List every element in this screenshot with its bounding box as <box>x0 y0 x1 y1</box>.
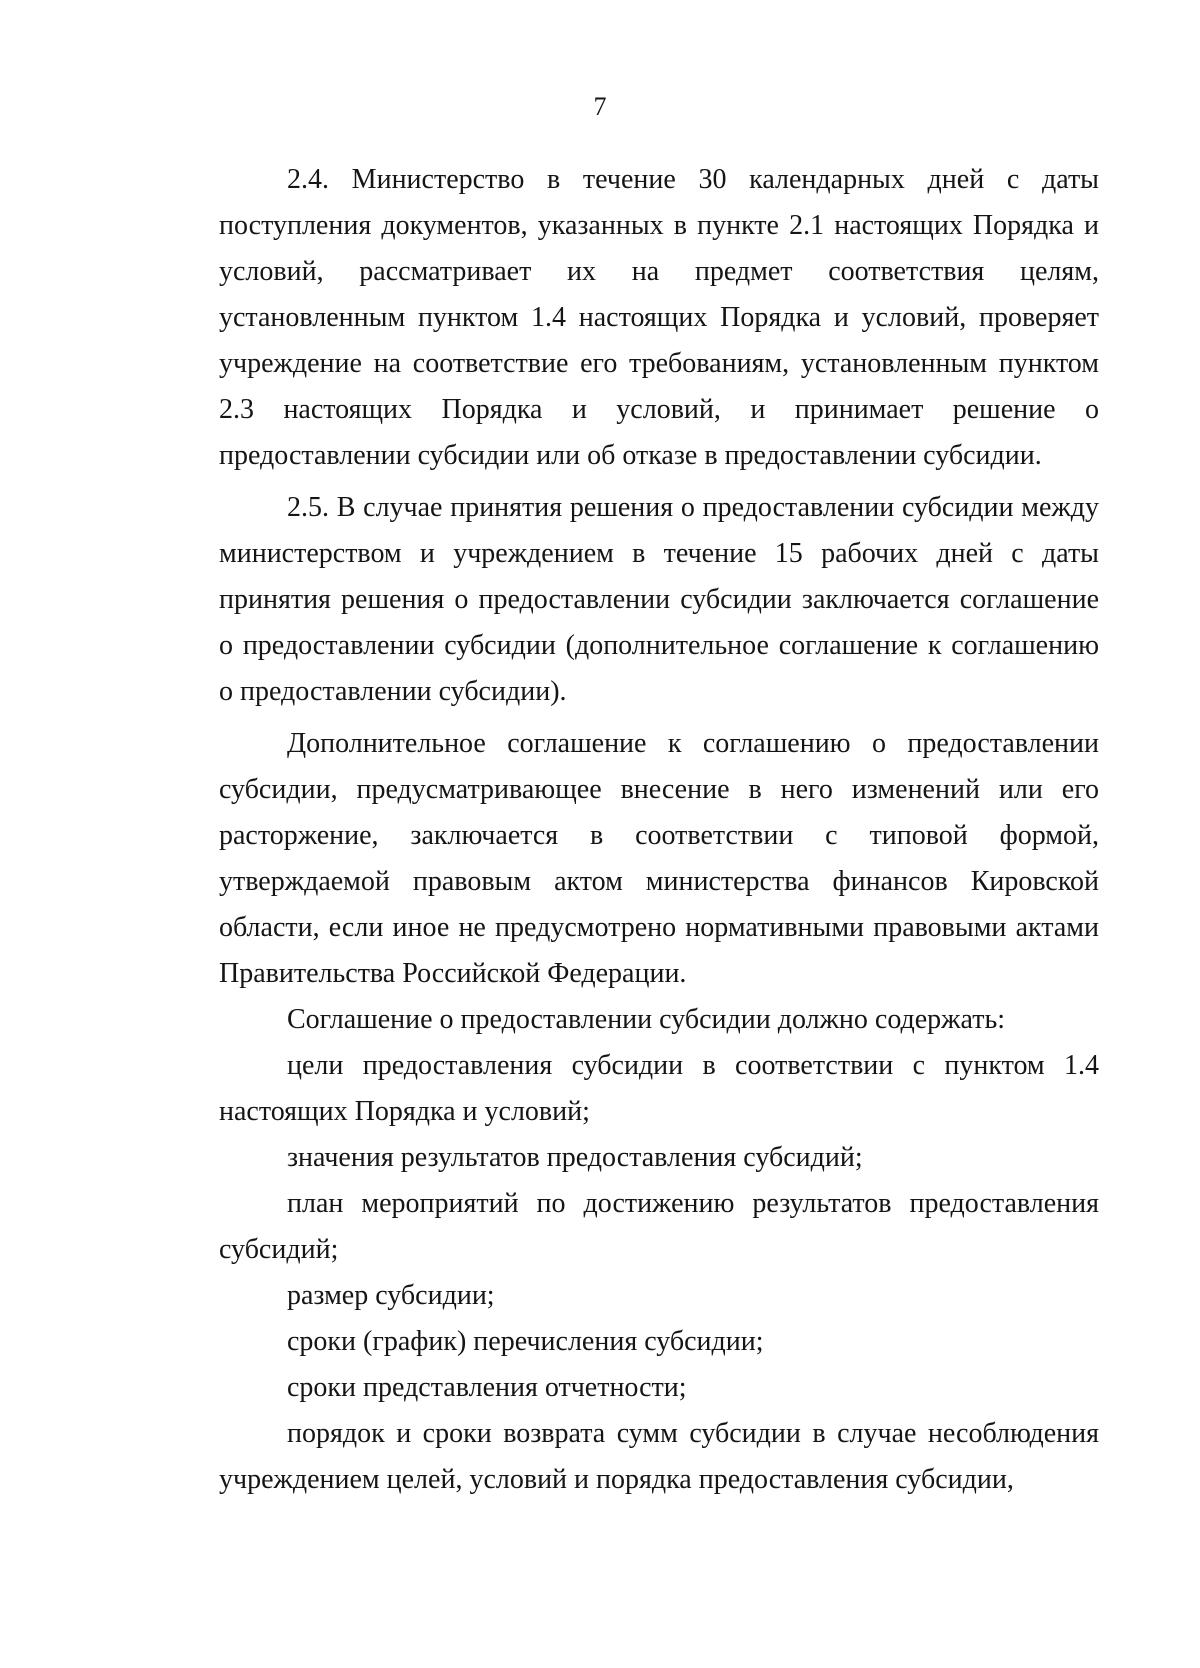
list-item-refund-procedure: порядок и сроки возврата сумм субсидии в случае несоблюдения учреждением целей, условий и порядка предоставления субсидии, <box>219 1418 1099 1495</box>
list-item-result-values: значения результатов предоставления субсидий; <box>287 1142 863 1173</box>
page-number: 7 <box>593 92 607 121</box>
list-item-transfer-schedule: сроки (график) перечисления субсидии; <box>287 1326 764 1357</box>
paragraph-agreement-contents: Соглашение о предоставлении субсидии должно содержать: <box>287 1004 1006 1035</box>
list-item-subsidy-size: размер субсидии; <box>287 1280 495 1311</box>
paragraph-additional-agreement: Дополнительное соглашение к соглашению о предоставлении субсидии, предусматривающее внесение в него изменений или его расторжение, заключается в соответствии с типовой формой, утверждаемой правовым актом министерства финансов Кировской области, если иное не предусмотрено нормативными правовыми актами Правительства Российской Федерации. <box>219 728 1099 989</box>
document-body <box>219 157 1099 1503</box>
paragraph-2-4: 2.4. Министерство в течение 30 календарных дней с даты поступления документов, указанных в пункте 2.1 настоящих Порядка и условий, рассматривает их на предмет соответствия целям, установленным пунктом 1.4 настоящих Порядка и условий, проверяет учреждение на соответствие его требованиям, установленным пунктом 2.3 настоящих Порядка и условий, и принимает решение о предоставлении субсидии или об отказе в предоставлении субсидии. <box>219 164 1099 471</box>
paragraph-2-5: 2.5. В случае принятия решения о предоставлении субсидии между министерством и учреждением в течение 15 рабочих дней с даты принятия решения о предоставлении субсидии заключается соглашение о предоставлении субсидии (дополнительное соглашение к соглашению о предоставлении субсидии). <box>219 492 1099 707</box>
list-item-goals: цели предоставления субсидии в соответствии с пунктом 1.4 настоящих Порядка и условий; <box>219 1050 1099 1127</box>
list-item-reporting-deadlines: сроки представления отчетности; <box>287 1372 687 1403</box>
list-item-action-plan: план мероприятий по достижению результатов предоставления субсидий; <box>219 1188 1099 1265</box>
